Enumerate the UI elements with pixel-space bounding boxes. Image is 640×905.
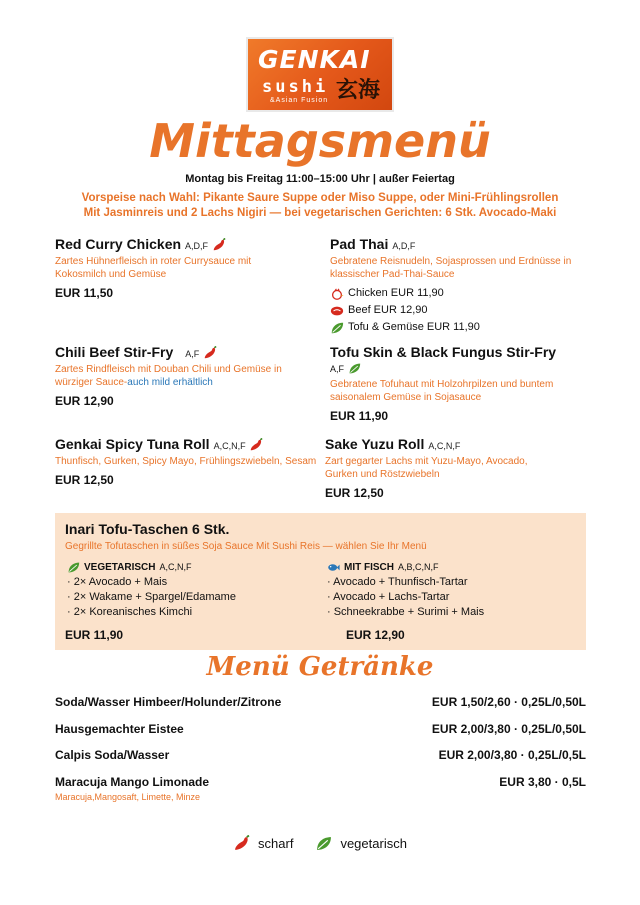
legend-label: vegetarisch <box>340 836 407 851</box>
dish-description: Gebratene Reisnudeln, Sojasprossen und Erdnüsse in klassischer Pad-Thai-Sauce <box>330 256 572 280</box>
chili-icon <box>203 346 217 360</box>
mild-available-note: auch mild erhältlich <box>127 377 213 389</box>
chili-icon <box>212 238 226 252</box>
drink-ingredients: Maracuja,Mangosaft, Limette, Minze <box>55 792 201 802</box>
dish-chili-beef <box>55 344 310 408</box>
dish-tofu-skin <box>330 344 592 423</box>
dish-price: EUR 11,50 <box>55 286 114 301</box>
drink-name: Soda/Wasser Himbeer/Holunder/Zitrone <box>55 695 282 709</box>
option-label: Chicken EUR 11,90 <box>348 287 444 299</box>
promo-line-1: Vorspeise nach Wahl: Pikante Saure Suppe oder Miso Suppe, oder Mini-Frühlingsrollen <box>81 192 559 204</box>
inari-title: Inari Tofu-Taschen 6 Stk. <box>65 521 230 537</box>
dish-sake-yuzu-roll <box>325 436 560 500</box>
drink-name: Hausgemachter Eistee <box>55 722 184 736</box>
dish-spicy-tuna-roll <box>55 436 317 487</box>
dish-price: EUR 12,50 <box>55 473 114 488</box>
dish-description: Gebratene Tofuhaut mit Holzohrpilzen und buntem saisonalem Gemüse in Sojasauce <box>330 379 554 403</box>
leaf-icon <box>330 321 344 335</box>
option-beef <box>330 303 586 318</box>
inari-fish-price: EUR 12,90 <box>346 628 405 642</box>
allergen-codes: A,D,F <box>392 241 416 251</box>
legend-label: scharf <box>258 836 294 851</box>
leaf-icon <box>67 561 80 574</box>
dish-description: Zart gegarter Lachs mit Yuzu-Mayo, Avocado, Gurken und Röstzwiebeln <box>325 456 528 480</box>
drinks-title: Menü Getränke <box>206 652 434 682</box>
inari-veg-label: VEGETARISCH <box>84 562 156 573</box>
dish-red-curry-chicken <box>55 236 305 300</box>
dish-description: Zartes Rindfleisch mit Douban Chili und Gemüse in würziger Sauce- <box>55 364 282 389</box>
dish-price: EUR 11,90 <box>330 409 389 423</box>
drink-name: Maracuja Mango Limonade <box>55 775 210 789</box>
drink-price: EUR 3,80 · 0,5L <box>499 775 586 789</box>
allergen-codes: A,D,F <box>185 241 209 251</box>
dish-name: Genkai Spicy Tuna Roll <box>55 436 210 452</box>
allergen-codes: A,F <box>185 349 200 359</box>
allergen-codes: A,C,N,F <box>159 562 192 572</box>
dish-price: EUR 12,50 <box>325 486 384 500</box>
drink-price: EUR 2,00/3,80 · 0,25L/0,50L <box>431 722 586 736</box>
list-item: · 2× Avocado + Mais <box>67 576 168 588</box>
chicken-icon <box>330 287 344 301</box>
genkai-logo <box>246 37 394 112</box>
fish-icon <box>327 561 340 574</box>
page-title: Mittagsmenü <box>149 114 491 168</box>
logo-text-genkai: GENKAI <box>258 45 371 74</box>
dish-description: Zartes Hühnerfleisch in roter Currysauce mit Kokosmilch und Gemüse <box>55 256 252 281</box>
dish-description: Thunfisch, Gurken, Spicy Mayo, Frühlingszwiebeln, Sesam <box>55 456 317 468</box>
inari-highlight-box <box>55 513 586 650</box>
chili-icon <box>249 438 263 452</box>
list-item: · 2× Wakame + Spargel/Edamame <box>67 591 236 603</box>
legend-vegetarian <box>315 835 406 852</box>
leaf-icon <box>315 835 332 852</box>
icon-legend <box>0 835 640 852</box>
promo-text <box>0 191 640 221</box>
inari-description: Gegrillte Tofutaschen in süßes Soja Sauce Mit Sushi Reis — wählen Sie Ihr Menü <box>65 541 427 552</box>
allergen-codes: A,C,N,F <box>213 441 246 451</box>
dish-name: Red Curry Chicken <box>55 236 182 252</box>
inari-veg-price: EUR 11,90 <box>65 628 124 642</box>
opening-hours: Montag bis Freitag 11:00–15:00 Uhr | außer Feiertag <box>185 173 455 185</box>
drink-price: EUR 2,00/3,80 · 0,25L/0,5L <box>438 748 586 762</box>
drink-name: Calpis Soda/Wasser <box>55 748 170 762</box>
inari-vegetarian-column <box>67 560 236 620</box>
allergen-codes: A,B,C,N,F <box>398 562 439 572</box>
allergen-codes: A,F <box>330 363 345 374</box>
chili-icon <box>233 835 250 852</box>
beef-icon <box>330 304 344 318</box>
option-label: Tofu & Gemüse EUR 11,90 <box>348 321 480 333</box>
legend-spicy <box>233 835 293 852</box>
list-item: · Avocado + Lachs-Tartar <box>327 591 450 603</box>
dish-name: Chili Beef Stir-Fry <box>55 344 174 360</box>
logo-text-sushi: sushi <box>262 77 329 97</box>
option-tofu <box>330 320 586 335</box>
dish-name: Pad Thai <box>330 236 389 252</box>
dish-name: Tofu Skin & Black Fungus Stir-Fry <box>330 344 557 360</box>
list-item: · Avocado + Thunfisch-Tartar <box>327 576 468 588</box>
promo-line-2: Mit Jasminreis und 2 Lachs Nigiri — bei vegetarischen Gerichten: 6 Stk. Avocado-Maki <box>83 207 557 219</box>
dish-price: EUR 12,90 <box>55 394 114 409</box>
dish-name: Sake Yuzu Roll <box>325 436 425 452</box>
option-label: Beef EUR 12,90 <box>348 304 428 316</box>
logo-text-fusion: &Asian Fusion <box>270 97 329 104</box>
inari-fish-label: MIT FISCH <box>344 562 394 573</box>
inari-fish-column <box>327 560 484 620</box>
allergen-codes: A,C,N,F <box>428 441 461 451</box>
drink-price: EUR 1,50/2,60 · 0,25L/0,50L <box>431 695 586 709</box>
dish-pad-thai <box>330 236 586 335</box>
option-chicken <box>330 286 586 301</box>
logo-text-kanji: 玄海 <box>336 77 381 103</box>
list-item: · 2× Koreanisches Kimchi <box>67 606 193 618</box>
leaf-icon <box>348 362 361 375</box>
list-item: · Schneekrabbe + Surimi + Mais <box>327 606 485 618</box>
